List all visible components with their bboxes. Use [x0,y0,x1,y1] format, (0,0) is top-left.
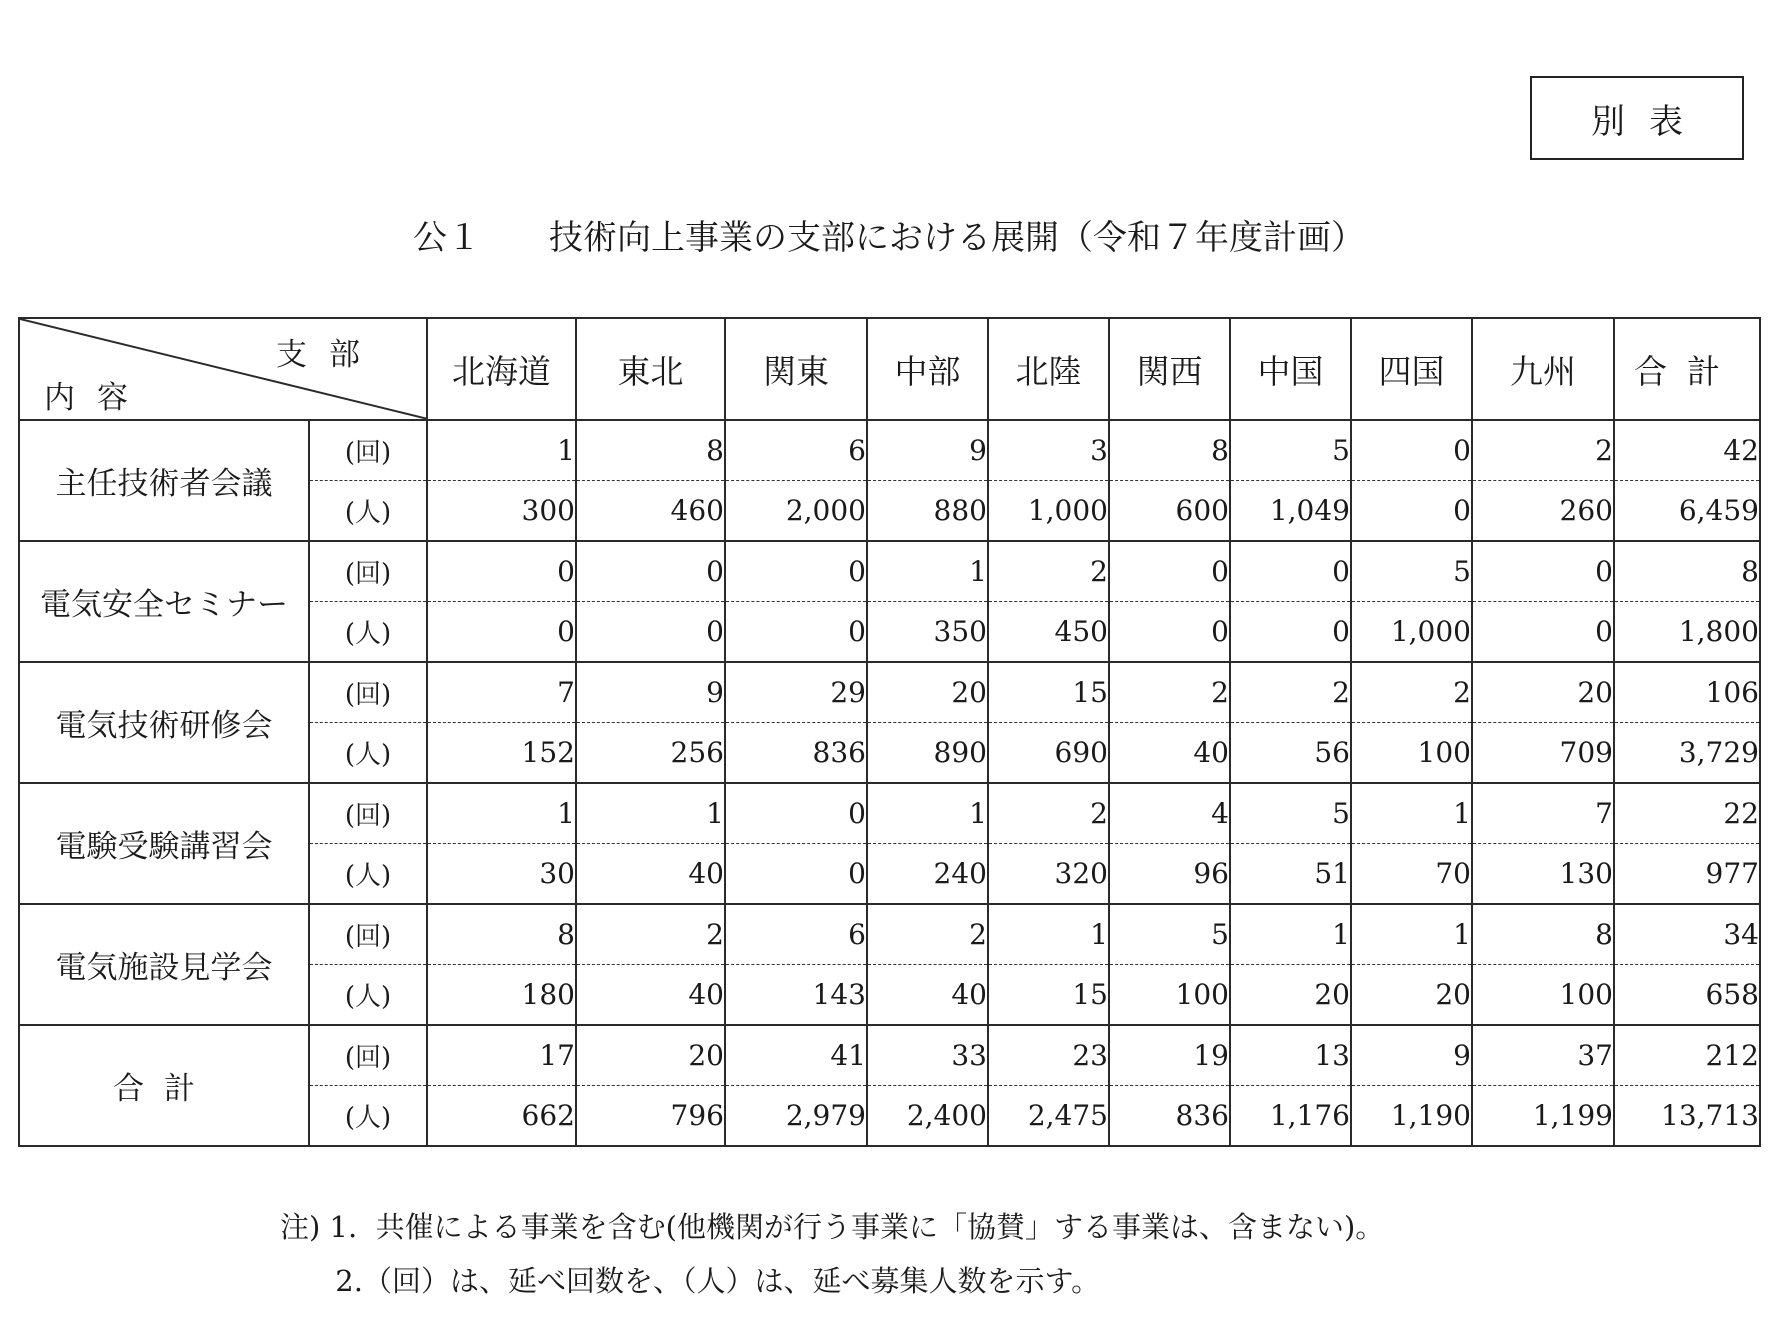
times-cell: 1 [1351,783,1472,844]
times-cell: 33 [867,1025,988,1086]
times-cell: 1 [1351,904,1472,965]
people-cell: 2,000 [725,481,867,542]
times-cell: 1 [427,420,576,481]
times-cell: 0 [1472,541,1614,602]
corner-content-label: 内容 [44,380,150,416]
corner-header-cell [19,318,427,420]
people-cell: 0 [725,602,867,663]
people-cell: 1,199 [1472,1086,1614,1147]
column-header: 中国 [1230,318,1351,420]
people-cell: 2,979 [725,1086,867,1147]
times-cell: 8 [1614,541,1760,602]
people-cell: 100 [1109,965,1230,1026]
table-row [19,904,1760,965]
column-header: 東北 [576,318,725,420]
unit-people: (人) [309,1086,427,1147]
times-cell: 9 [867,420,988,481]
times-cell: 5 [1230,783,1351,844]
row-label: 主任技術者会議 [19,420,309,541]
times-cell: 9 [576,662,725,723]
times-cell: 17 [427,1025,576,1086]
unit-times: (回) [309,904,427,965]
people-cell: 600 [1109,481,1230,542]
column-header: 中部 [867,318,988,420]
unit-people: (人) [309,602,427,663]
times-cell: 0 [1230,541,1351,602]
times-cell: 6 [725,420,867,481]
notes [280,1200,1384,1308]
people-cell: 977 [1614,844,1760,905]
people-cell: 70 [1351,844,1472,905]
people-cell: 1,049 [1230,481,1351,542]
times-cell: 2 [1109,662,1230,723]
header-row [19,318,1760,420]
times-cell: 29 [725,662,867,723]
people-cell: 100 [1472,965,1614,1026]
people-cell: 890 [867,723,988,784]
row-label: 電験受験講習会 [19,783,309,904]
times-cell: 5 [1109,904,1230,965]
people-cell: 30 [427,844,576,905]
row-label: 電気安全セミナー [19,541,309,662]
times-cell: 7 [1472,783,1614,844]
times-cell: 23 [988,1025,1109,1086]
people-cell: 40 [576,965,725,1026]
times-cell: 1 [867,783,988,844]
people-cell: 6,459 [1614,481,1760,542]
people-cell: 320 [988,844,1109,905]
people-cell: 836 [725,723,867,784]
times-cell: 1 [988,904,1109,965]
people-cell: 240 [867,844,988,905]
times-cell: 8 [1472,904,1614,965]
unit-times: (回) [309,541,427,602]
column-header: 関東 [725,318,867,420]
people-cell: 96 [1109,844,1230,905]
people-cell: 1,176 [1230,1086,1351,1147]
people-cell: 1,000 [1351,602,1472,663]
times-cell: 2 [1230,662,1351,723]
times-cell: 2 [988,541,1109,602]
people-cell: 0 [725,844,867,905]
unit-people: (人) [309,965,427,1026]
people-cell: 1,000 [988,481,1109,542]
column-header: 北陸 [988,318,1109,420]
times-cell: 8 [576,420,725,481]
people-cell: 3,729 [1614,723,1760,784]
people-cell: 15 [988,965,1109,1026]
column-header: 九州 [1472,318,1614,420]
people-cell: 40 [1109,723,1230,784]
times-cell: 2 [988,783,1109,844]
times-cell: 37 [1472,1025,1614,1086]
times-cell: 7 [427,662,576,723]
times-cell: 0 [576,541,725,602]
times-cell: 20 [1472,662,1614,723]
row-label: 電気技術研修会 [19,662,309,783]
unit-people: (人) [309,723,427,784]
table-row [19,541,1760,602]
times-cell: 20 [867,662,988,723]
page-title: 公１ 技術向上事業の支部における展開（令和７年度計画） [413,218,1365,258]
times-cell: 1 [867,541,988,602]
people-cell: 0 [427,602,576,663]
people-cell: 2,475 [988,1086,1109,1147]
times-cell: 1 [1230,904,1351,965]
times-cell: 4 [1109,783,1230,844]
corner-branch-label: 支部 [276,337,382,373]
times-cell: 0 [427,541,576,602]
times-cell: 2 [1472,420,1614,481]
times-cell: 0 [1351,420,1472,481]
times-cell: 5 [1230,420,1351,481]
people-cell: 1,800 [1614,602,1760,663]
branch-activity-table [18,317,1761,1147]
note-1: 注) 1. 共催による事業を含む(他機関が行う事業に「協賛」する事業は、含まない)。 [280,1210,1385,1244]
people-cell: 1,190 [1351,1086,1472,1147]
times-cell: 1 [427,783,576,844]
people-cell: 658 [1614,965,1760,1026]
table-row [19,783,1760,844]
people-cell: 51 [1230,844,1351,905]
times-cell: 15 [988,662,1109,723]
unit-times: (回) [309,662,427,723]
times-cell: 20 [576,1025,725,1086]
people-cell: 690 [988,723,1109,784]
column-header: 北海道 [427,318,576,420]
people-cell: 13,713 [1614,1086,1760,1147]
times-cell: 22 [1614,783,1760,844]
note-2: 2.（回）は、延べ回数を、（人）は、延べ募集人数を示す。 [280,1264,1101,1298]
people-cell: 20 [1351,965,1472,1026]
people-cell: 662 [427,1086,576,1147]
people-cell: 40 [576,844,725,905]
unit-times: (回) [309,1025,427,1086]
people-cell: 2,400 [867,1086,988,1147]
people-cell: 300 [427,481,576,542]
people-cell: 0 [576,602,725,663]
column-header: 四国 [1351,318,1472,420]
times-cell: 212 [1614,1025,1760,1086]
times-cell: 3 [988,420,1109,481]
times-cell: 2 [576,904,725,965]
unit-times: (回) [309,783,427,844]
people-cell: 880 [867,481,988,542]
row-label: 電気施設見学会 [19,904,309,1025]
times-cell: 0 [1109,541,1230,602]
table-body [19,420,1760,1146]
times-cell: 8 [427,904,576,965]
people-cell: 0 [1472,602,1614,663]
people-cell: 152 [427,723,576,784]
times-cell: 6 [725,904,867,965]
people-cell: 350 [867,602,988,663]
people-cell: 180 [427,965,576,1026]
people-cell: 20 [1230,965,1351,1026]
times-cell: 19 [1109,1025,1230,1086]
people-cell: 256 [576,723,725,784]
people-cell: 0 [1230,602,1351,663]
people-cell: 836 [1109,1086,1230,1147]
table-row [19,662,1760,723]
people-cell: 56 [1230,723,1351,784]
times-cell: 2 [867,904,988,965]
people-cell: 40 [867,965,988,1026]
people-cell: 100 [1351,723,1472,784]
times-cell: 0 [725,541,867,602]
people-cell: 143 [725,965,867,1026]
times-cell: 9 [1351,1025,1472,1086]
people-cell: 130 [1472,844,1614,905]
people-cell: 0 [1351,481,1472,542]
times-cell: 106 [1614,662,1760,723]
people-cell: 260 [1472,481,1614,542]
people-cell: 709 [1472,723,1614,784]
unit-times: (回) [309,420,427,481]
times-cell: 42 [1614,420,1760,481]
times-cell: 0 [725,783,867,844]
times-cell: 5 [1351,541,1472,602]
table-row [19,1025,1760,1086]
unit-people: (人) [309,481,427,542]
row-label: 合計 [19,1025,309,1146]
times-cell: 34 [1614,904,1760,965]
times-cell: 2 [1351,662,1472,723]
column-header: 合計 [1614,318,1760,420]
times-cell: 41 [725,1025,867,1086]
times-cell: 8 [1109,420,1230,481]
unit-people: (人) [309,844,427,905]
people-cell: 460 [576,481,725,542]
people-cell: 796 [576,1086,725,1147]
table-row [19,420,1760,481]
people-cell: 0 [1109,602,1230,663]
people-cell: 450 [988,602,1109,663]
column-header: 関西 [1109,318,1230,420]
times-cell: 13 [1230,1025,1351,1086]
times-cell: 1 [576,783,725,844]
appendix-label: 別表 [1530,76,1744,160]
